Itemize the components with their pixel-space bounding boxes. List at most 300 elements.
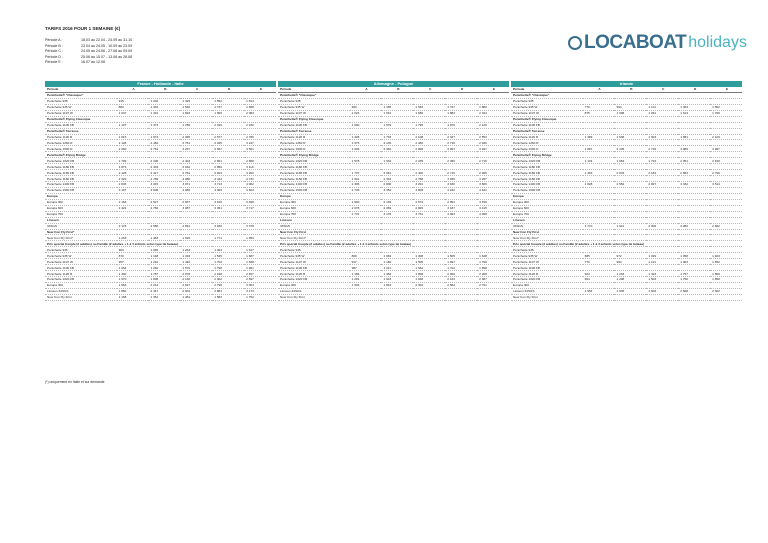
- boat-name-cell: Europa 700: [45, 211, 117, 217]
- price-table: [511, 87, 742, 301]
- price-cell: E: [710, 87, 742, 92]
- special-price-label: Prix spécial Couple (2 adultes) ou Famille (2 adultes + 1 à 4 enfants selon type de bateau): [278, 241, 509, 247]
- price-cell: 1 481: [180, 294, 212, 300]
- price-cell: 3 291: [413, 182, 445, 188]
- price-cell: 1 578: [350, 158, 382, 164]
- price-cell: 1 579: [381, 122, 413, 128]
- price-cell: 2 597: [244, 277, 276, 283]
- price-cell: 972: [614, 253, 646, 259]
- price-cell: 4 062: [244, 182, 276, 188]
- section-label: Europa: [278, 193, 509, 199]
- section-label: Penichette® Terrasse: [278, 128, 509, 134]
- price-cell: 1 186: [350, 271, 382, 277]
- section-label: New Con Fly First: [278, 229, 509, 235]
- boat-name-cell: Penichette 935: [278, 247, 350, 253]
- price-cell: 2 937: [180, 199, 212, 205]
- section-label: Penichette® Terrasse: [45, 128, 276, 134]
- period-label: Période D :: [45, 54, 63, 59]
- price-cell: 1 941: [614, 223, 646, 229]
- boat-name-cell: Penichette 935 W: [278, 253, 350, 259]
- boat-name-cell: Penichette 1400 FB: [278, 182, 350, 188]
- section-label: New Con Fly First*: [45, 229, 276, 235]
- price-cell: 4 098: [477, 211, 509, 217]
- price-cell: [583, 294, 615, 300]
- boat-name-cell: Penichette 1120 R: [278, 271, 350, 277]
- price-cell: 2 051: [678, 158, 710, 164]
- price-cell: 3 514: [710, 182, 742, 188]
- price-cell: 917: [350, 259, 382, 265]
- price-cell: A: [117, 87, 149, 92]
- price-cell: 2 788: [413, 176, 445, 182]
- boat-name-cell: Penichette 1106 FB: [45, 122, 117, 128]
- price-cell: 2 268: [477, 271, 509, 277]
- boat-name-cell: Penichette 1120 R: [45, 271, 117, 277]
- boat-name-cell: Europa 700: [278, 211, 350, 217]
- boat-name-cell: Penichette 1020 FB: [278, 158, 350, 164]
- price-cell: [614, 294, 646, 300]
- price-cell: 4 623: [244, 187, 276, 193]
- price-cell: 2 789: [148, 176, 180, 182]
- price-cell: 1 858: [710, 277, 742, 283]
- price-cell: 1 570: [117, 277, 149, 283]
- price-cell: 2 078: [614, 170, 646, 176]
- logo-brand: LOCABOAT: [584, 32, 687, 53]
- price-cell: 3 287: [710, 146, 742, 152]
- price-cell: 1 098: [614, 110, 646, 116]
- price-cell: 1 316: [148, 104, 180, 110]
- price-cell: B: [614, 87, 646, 92]
- price-cell: 2 126: [477, 122, 509, 128]
- price-cell: 3 606: [148, 187, 180, 193]
- price-cell: 3 378: [244, 223, 276, 229]
- price-cell: 2 384: [381, 146, 413, 152]
- boat-name-cell: Penichette 1020 FB: [45, 277, 117, 283]
- price-cell: 3 717: [244, 205, 276, 211]
- price-cell: 2 235: [413, 158, 445, 164]
- price-cell: 3 352: [381, 187, 413, 193]
- boat-name-cell: Europa 400: [278, 282, 350, 288]
- price-cell: 3 039: [445, 176, 477, 182]
- price-cell: 3 809: [413, 187, 445, 193]
- price-cell: 2 562: [445, 282, 477, 288]
- price-cell: 900: [350, 104, 382, 110]
- price-cell: 1 838: [244, 259, 276, 265]
- boat-name-cell: Penichette 1180 FB: [45, 164, 117, 170]
- price-cell: 1 795: [413, 122, 445, 128]
- section-label: Penichette® Flying Bridge: [45, 152, 276, 158]
- period-dates: 24.05 au 24.06 - 27.08 au 09.09: [81, 49, 133, 54]
- price-cell: 3 267: [477, 176, 509, 182]
- price-cell: 1 814: [244, 98, 276, 104]
- boat-name-cell: Penichette 1107 W: [278, 259, 350, 265]
- price-cell: 1 084: [381, 253, 413, 259]
- boat-name-cell: Penichette 1165 FB: [278, 170, 350, 176]
- period-row: [45, 60, 132, 66]
- price-cell: 2 580: [148, 223, 180, 229]
- price-cell: 2 128: [117, 140, 149, 146]
- price-cell: 2 343: [381, 176, 413, 182]
- boat-name-cell: Penichette 1160 FB: [511, 176, 583, 182]
- price-cell: 3 451: [212, 205, 244, 211]
- price-cell: 3 089: [678, 146, 710, 152]
- boat-name-cell: Penichette 1260 R: [45, 140, 117, 146]
- price-cell: 2 674: [413, 199, 445, 205]
- section-label: Penichette® "Classique": [278, 92, 509, 98]
- period-label: Période C :: [45, 49, 63, 54]
- boat-name-cell: Europa 700: [511, 211, 583, 217]
- price-cell: 3 630: [445, 182, 477, 188]
- price-cell: 1 308: [413, 253, 445, 259]
- price-cell: 3 063: [244, 282, 276, 288]
- price-cell: 2 604: [180, 288, 212, 294]
- price-cell: 1 429: [180, 98, 212, 104]
- price-cell: 1 540: [413, 104, 445, 110]
- price-cell: 2 925: [477, 170, 509, 176]
- price-cell: 2 828: [413, 146, 445, 152]
- price-cell: 1 134: [583, 158, 615, 164]
- table-row: [45, 294, 276, 300]
- block-france: [45, 81, 276, 301]
- price-cell: 1 693: [180, 110, 212, 116]
- boat-name-cell: New Con Fly First*: [278, 235, 350, 241]
- price-cell: 1 613: [678, 110, 710, 116]
- price-cell: 2 304: [413, 282, 445, 288]
- price-cell: 1 880: [477, 104, 509, 110]
- price-cell: 3 444: [212, 176, 244, 182]
- boat-name-cell: Penichette 935 W: [278, 104, 350, 110]
- price-cell: 2 387: [477, 277, 509, 283]
- price-cell: 2 303: [148, 164, 180, 170]
- price-cell: B: [381, 87, 413, 92]
- price-cell: 2 106: [148, 158, 180, 164]
- price-cell: 1 505: [445, 253, 477, 259]
- price-cell: 3 993: [445, 211, 477, 217]
- price-cell: 1 652: [710, 104, 742, 110]
- price-cell: 1 900: [350, 199, 382, 205]
- price-cell: A: [583, 87, 615, 92]
- price-cell: 957: [117, 259, 149, 265]
- price-cell: 1 483: [381, 271, 413, 277]
- price-cell: 2 856: [212, 164, 244, 170]
- price-cell: 1 799: [477, 259, 509, 265]
- price-cell: 2 061: [381, 170, 413, 176]
- boat-name-cell: Penichette 1500 FB: [278, 187, 350, 193]
- boat-name-cell: Linssen 34SGS: [278, 288, 350, 294]
- price-cell: 1 648: [477, 253, 509, 259]
- price-cell: 1 065: [148, 247, 180, 253]
- price-cell: [646, 294, 678, 300]
- price-cell: 2 868: [244, 158, 276, 164]
- price-cell: 1 298: [614, 277, 646, 283]
- price-cell: 2 135: [381, 140, 413, 146]
- section-label: New Con Fly First: [511, 229, 742, 235]
- price-cell: 1 540: [180, 104, 212, 110]
- price-cell: 1 114: [646, 259, 678, 265]
- price-cell: 1 107: [117, 122, 149, 128]
- price-cell: 1 747: [212, 104, 244, 110]
- price-cell: 2 016: [212, 122, 244, 128]
- price-cell: 2 129: [710, 134, 742, 140]
- price-cell: 2 422: [117, 205, 149, 211]
- price-cell: C: [413, 87, 445, 92]
- price-cell: 1 300: [117, 271, 149, 277]
- price-cell: 1 873: [117, 164, 149, 170]
- price-cell: 2 422: [117, 176, 149, 182]
- block-title: Irlande: [511, 81, 742, 87]
- block-allemagne: [278, 81, 509, 301]
- price-cell: 2 212: [148, 282, 180, 288]
- price-cell: 2 930: [477, 140, 509, 146]
- boat-name-cell: Penichette 1107 W: [45, 259, 117, 265]
- boat-name-cell: Penichette 935 W: [511, 253, 583, 259]
- price-cell: 4 309: [212, 187, 244, 193]
- boat-name-cell: Linssen 34SGS: [45, 288, 117, 294]
- price-cell: [350, 294, 382, 300]
- price-cell: 2 796: [710, 170, 742, 176]
- price-cell: 1 939: [350, 146, 382, 152]
- price-cell: 2 306: [350, 182, 382, 188]
- price-cell: D: [678, 87, 710, 92]
- section-label: Penichette® Terrasse: [511, 128, 742, 134]
- boat-name-cell: Penichette 1160 FB: [278, 176, 350, 182]
- price-cell: 1 328: [350, 134, 382, 140]
- price-cell: 2 577: [212, 134, 244, 140]
- boat-name-cell: Penichette 1107 W: [511, 110, 583, 116]
- price-cell: 2 260: [117, 146, 149, 152]
- price-cell: 1 545: [212, 253, 244, 259]
- boat-name-cell: Penichette 1180 FB: [278, 164, 350, 170]
- price-cell: 2 553: [477, 134, 509, 140]
- price-cell: 1 029: [646, 253, 678, 259]
- price-cell: 3 187: [445, 205, 477, 211]
- price-cell: A: [350, 87, 382, 92]
- special-price-label: Prix spécial Couple (2 adultes) ou Famille (2 adultes + 1 à 4 enfants selon type de bateau): [45, 241, 276, 247]
- price-cell: 1 898: [244, 104, 276, 110]
- price-cell: 883: [117, 104, 149, 110]
- price-cell: 2 716: [445, 140, 477, 146]
- price-cell: 987: [350, 265, 382, 271]
- section-label: Penichette® Flying Classique: [511, 116, 742, 122]
- price-cell: 1 789: [180, 122, 212, 128]
- price-cell: 1 615: [180, 235, 212, 241]
- price-cell: 1 643: [381, 277, 413, 283]
- price-cell: 994: [614, 259, 646, 265]
- price-cell: 2 761: [148, 146, 180, 152]
- boat-name-cell: Europa 400: [45, 199, 117, 205]
- price-cell: 2 402: [212, 277, 244, 283]
- boat-name-cell: Penichette 1106 FB: [511, 122, 583, 128]
- price-cell: 2 482: [413, 140, 445, 146]
- boat-name-cell: Penichette 1120 R: [511, 134, 583, 140]
- price-cell: E: [244, 87, 276, 92]
- boat-name-cell: Penichette 1500 R: [45, 146, 117, 152]
- price-cell: 1 697: [445, 259, 477, 265]
- price-cell: 1 970: [445, 122, 477, 128]
- price-cell: 1 473: [148, 122, 180, 128]
- price-table: [278, 87, 509, 301]
- price-cell: C: [180, 87, 212, 92]
- price-cell: 2 176: [117, 223, 149, 229]
- price-cell: 1 023: [350, 110, 382, 116]
- price-cell: 2 662: [710, 223, 742, 229]
- price-cell: 2 653: [678, 170, 710, 176]
- price-cell: [678, 294, 710, 300]
- price-cell: 1 883: [445, 110, 477, 116]
- price-cell: 1 282: [148, 265, 180, 271]
- price-cell: 2 347: [445, 134, 477, 140]
- price-cell: 3 107: [117, 187, 149, 193]
- price-cell: 1 114: [646, 104, 678, 110]
- boat-name-cell: Penichette 1180 FB: [511, 164, 583, 170]
- period-dates: 18.03 au 22.04 - 24.09 au 31.10: [81, 38, 133, 42]
- price-cell: 1 844: [381, 282, 413, 288]
- price-cell: 1 806: [148, 277, 180, 283]
- price-cell: 1 291: [350, 277, 382, 283]
- boat-name-cell: Penichette 1120 R: [511, 271, 583, 277]
- price-cell: 1 680: [413, 110, 445, 116]
- price-cell: 1 263: [180, 247, 212, 253]
- price-cell: 1 687: [244, 253, 276, 259]
- price-cell: 1 981: [678, 134, 710, 140]
- boat-name-cell: Penichette 935 W: [45, 104, 117, 110]
- price-cell: 809: [350, 253, 382, 259]
- price-cell: 1 168: [117, 294, 149, 300]
- price-cell: 1 860: [117, 288, 149, 294]
- price-cell: 2 716: [477, 158, 509, 164]
- anchor-ring-icon: [568, 36, 582, 50]
- price-cell: 1 552: [212, 98, 244, 104]
- price-cell: 1 090: [350, 122, 382, 128]
- price-cell: 1 318: [180, 253, 212, 259]
- boat-name-cell: New Con Fly First: [278, 294, 350, 300]
- price-cell: 1 233: [614, 271, 646, 277]
- period-dates: 25.06 au 15.07 - 13.08 au 26.08: [81, 54, 133, 59]
- price-cell: 2 482: [148, 140, 180, 146]
- price-cell: 1 463: [678, 104, 710, 110]
- boat-name-cell: Penichette 1106 FB: [278, 265, 350, 271]
- special-price-label: Prix spécial Couple (2 adultes) ou Famille (2 adultes + 1 à 4 enfants selon type de bateau): [511, 241, 742, 247]
- price-cell: 2 632: [180, 164, 212, 170]
- price-cell: 2 309: [646, 223, 678, 229]
- price-cell: 1 575: [350, 140, 382, 146]
- price-cell: 2 718: [646, 146, 678, 152]
- price-cell: 994: [583, 277, 615, 283]
- boat-name-cell: Penichette 1160 FB: [45, 176, 117, 182]
- section-label: Penichette® Flying Bridge: [278, 152, 509, 158]
- price-cell: 994: [614, 104, 646, 110]
- price-cell: 1 064: [117, 265, 149, 271]
- boat-name-cell: Penichette 935: [278, 98, 350, 104]
- price-cell: 2 781: [180, 170, 212, 176]
- section-label: Linssen: [511, 217, 742, 223]
- boat-name-cell: Penichette 1020 FB: [511, 277, 583, 283]
- price-cell: 1 898: [477, 265, 509, 271]
- boat-name-cell: Penichette 1120 R: [45, 134, 117, 140]
- price-cell: 1 503: [646, 277, 678, 283]
- boat-name-cell: Penichette 935: [511, 247, 583, 253]
- block-title: France - Hollande - Italie: [45, 81, 276, 87]
- price-cell: 2 881: [212, 288, 244, 294]
- price-cell: 1 505: [413, 259, 445, 265]
- price-cell: 1 903: [646, 134, 678, 140]
- price-cell: 3 809: [477, 182, 509, 188]
- price-cell: 685: [583, 253, 615, 259]
- price-cell: 3 315: [148, 182, 180, 188]
- price-cell: 1 463: [678, 259, 710, 265]
- boat-name-cell: Penichette 1500 FB: [511, 187, 583, 193]
- price-cell: 2 163: [445, 277, 477, 283]
- price-cell: 3 080: [180, 176, 212, 182]
- boat-name-cell: 34SGS: [278, 223, 350, 229]
- price-cell: 2 891: [445, 199, 477, 205]
- boat-name-cell: Penichette 1020 FB: [511, 158, 583, 164]
- boat-name-cell: Penichette 1107 W: [45, 110, 117, 116]
- boat-name-cell: New Con Fly First*: [45, 235, 117, 241]
- price-cell: 3 173: [244, 288, 276, 294]
- price-cell: 1 798: [212, 265, 244, 271]
- price-cell: 2 282: [678, 223, 710, 229]
- boat-name-cell: Europa 600: [278, 205, 350, 211]
- price-cell: 1 204: [148, 98, 180, 104]
- price-cell: 770: [583, 259, 615, 265]
- price-cell: 1 733: [381, 134, 413, 140]
- boat-name-cell: Penichette 1106 FB: [45, 265, 117, 271]
- section-label: Penichette® Flying Bridge: [511, 152, 742, 158]
- price-cell: 1 909: [212, 110, 244, 116]
- boat-name-cell: Europa 400: [278, 199, 350, 205]
- period-label: Période A :: [45, 38, 63, 42]
- price-cell: 2 761: [477, 282, 509, 288]
- price-cell: 1 463: [710, 253, 742, 259]
- price-cell: 1 756: [678, 277, 710, 283]
- price-cell: 1 617: [244, 247, 276, 253]
- boat-name-cell: Période: [511, 87, 583, 92]
- boat-name-cell: Penichette 935 W: [45, 253, 117, 259]
- price-cell: 3 971: [180, 182, 212, 188]
- period-label: Période B :: [45, 43, 63, 48]
- period-dates: 23.04 au 24.05 - 10.09 au 23.09: [81, 43, 133, 48]
- boat-name-cell: Penichette 1165 FB: [45, 170, 117, 176]
- price-cell: 1 901: [350, 176, 382, 182]
- price-cell: 2 830: [381, 182, 413, 188]
- price-cell: 2 527: [148, 199, 180, 205]
- price-cell: 2 078: [350, 205, 382, 211]
- price-cell: 2 078: [180, 271, 212, 277]
- price-cell: 3 367: [212, 146, 244, 152]
- boat-name-cell: Penichette 935: [45, 98, 117, 104]
- price-cell: 2 716: [445, 170, 477, 176]
- price-cell: 1 808: [413, 271, 445, 277]
- price-cell: C: [646, 87, 678, 92]
- boat-name-cell: Penichette 1120 R: [278, 134, 350, 140]
- price-cell: 1 963: [117, 282, 149, 288]
- boat-name-cell: Penichette 1400 FB: [45, 182, 117, 188]
- price-cell: [381, 294, 413, 300]
- price-cell: 4 641: [477, 187, 509, 193]
- section-label: Penichette® Flying Classique: [278, 116, 509, 122]
- price-cell: 1 148: [148, 253, 180, 259]
- price-cell: 2 184: [646, 170, 678, 176]
- price-cell: 2 044: [477, 110, 509, 116]
- boat-name-cell: Penichette 1260 R: [511, 140, 583, 146]
- boat-name-cell: Penichette 1106 FB: [278, 122, 350, 128]
- price-cell: 2 163: [117, 199, 149, 205]
- price-cell: 1 752: [244, 294, 276, 300]
- price-cell: 2 317: [148, 288, 180, 294]
- price-cell: 1 440: [180, 259, 212, 265]
- price-cell: 1 570: [180, 265, 212, 271]
- price-table: [45, 87, 276, 301]
